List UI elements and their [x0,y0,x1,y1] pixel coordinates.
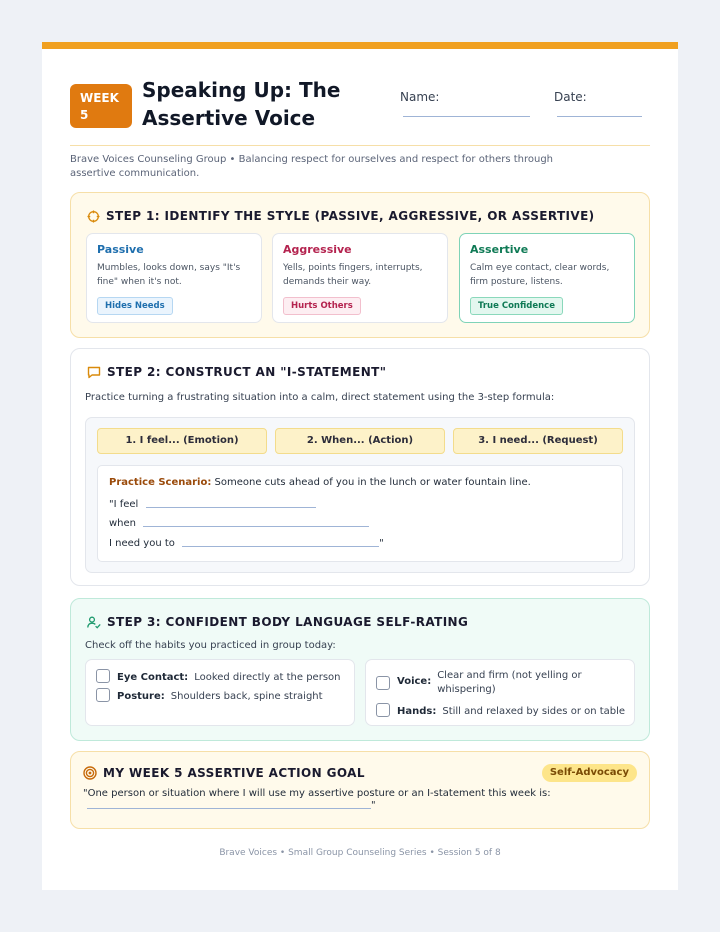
scenario-description: Someone cuts ahead of you in the lunch or water fountain line. [214,477,531,488]
goal-title-text: MY WEEK 5 ASSERTIVE ACTION GOAL [103,766,365,780]
check-text-line1: Clear and firm (not yelling or [437,670,582,681]
goal-card [70,751,650,829]
check-label: Posture: [117,691,165,702]
date-field[interactable] [557,116,642,117]
when-prompt: when [109,518,137,529]
scenario-label: Practice Scenario: [109,477,212,488]
style-name: Assertive [470,243,529,256]
when-blank[interactable] [143,519,369,527]
checkbox[interactable] [376,703,390,717]
style-name: Passive [97,243,144,256]
style-card-assertive[interactable] [459,233,635,323]
formula-step-when: 2. When... (Action) [275,428,445,454]
step2-title-text: STEP 2: CONSTRUCT AN "I-STATEMENT" [107,365,387,379]
header-divider [70,145,650,146]
user-check-icon [87,616,101,629]
formula-step-need: 3. I need... (Request) [453,428,623,454]
checklist-left [85,659,355,726]
when-row [109,518,369,529]
page-title: Speaking Up: The Assertive Voice [142,78,341,130]
step2-title [87,365,386,379]
check-text [437,669,581,697]
check-label: Hands: [397,706,437,717]
step1-card [70,192,650,338]
check-text: Shoulders back, spine straight [170,691,323,702]
checkbox[interactable] [376,676,390,690]
date-label: Date: [554,90,587,104]
need-blank[interactable] [182,539,379,547]
goal-prompt: "One person or situation where I will use my assertive posture or an I-statement this week is: [83,788,551,799]
style-tag: True Confidence [470,297,563,315]
style-description: Calm eye contact, clear words, firm posture, listens. [470,263,610,287]
speech-bubble-icon [87,366,101,379]
step3-intro: Check off the habits you practiced in group today: [85,640,336,651]
style-description: Yells, points fingers, interrupts, demands their way. [283,263,423,287]
target-icon [87,210,100,223]
check-item-hands[interactable] [376,703,625,717]
step2-card [70,348,650,586]
style-description: Mumbles, looks down, says "It's fine" when it's not. [97,263,241,287]
checkbox[interactable] [96,688,110,702]
need-close-quote: " [379,538,384,549]
worksheet-page [42,42,678,890]
scenario-text [109,477,531,488]
formula-step-feel: 1. I feel... (Emotion) [97,428,267,454]
goal-title [83,766,365,780]
practice-scenario [97,465,623,562]
feel-prompt: "I feel [109,499,139,510]
check-label: Eye Contact: [117,672,189,683]
self-advocacy-badge: Self-Advocacy [542,764,637,782]
week-badge: WEEK 5 [70,84,132,128]
style-card-aggressive[interactable] [272,233,448,323]
step3-title-text: STEP 3: CONFIDENT BODY LANGUAGE SELF-RATING [107,615,469,629]
name-label: Name: [400,90,440,104]
need-prompt: I need you to [109,538,175,549]
check-item-eye-contact[interactable] [96,669,341,683]
check-item-voice[interactable] [376,669,582,697]
step1-title-text: STEP 1: IDENTIFY THE STYLE (PASSIVE, AGGRESSIVE, OR ASSERTIVE) [106,209,595,223]
style-name: Aggressive [283,243,352,256]
check-text: Looked directly at the person [194,672,341,683]
goal-answer-row [83,800,376,811]
style-tag: Hurts Others [283,297,361,315]
feel-blank[interactable] [146,500,316,508]
step3-card [70,598,650,741]
need-row [109,538,384,549]
checkbox[interactable] [96,669,110,683]
check-label: Voice: [397,676,432,687]
step3-title [87,615,468,629]
check-item-posture[interactable] [96,688,323,702]
style-card-passive[interactable] [86,233,262,323]
goal-blank[interactable] [87,801,371,809]
feel-row [109,499,316,510]
step1-title [87,209,595,223]
goal-close-quote: " [371,800,376,811]
top-accent-bar [42,42,678,49]
checklist-right [365,659,635,726]
formula-area [85,417,635,573]
check-text-line2: whispering) [437,684,496,695]
step2-intro: Practice turning a frustrating situation into a calm, direct statement using the 3-step formula: [85,392,555,403]
style-tag: Hides Needs [97,297,173,315]
name-field[interactable] [403,116,530,117]
bullseye-icon [83,766,97,780]
check-text: Still and relaxed by sides or on table [442,706,626,717]
page-footer: Brave Voices • Small Group Counseling Series • Session 5 of 8 [219,848,501,858]
page-subtitle: Brave Voices Counseling Group • Balancing respect for ourselves and respect for others through assertive communication. [70,154,554,179]
